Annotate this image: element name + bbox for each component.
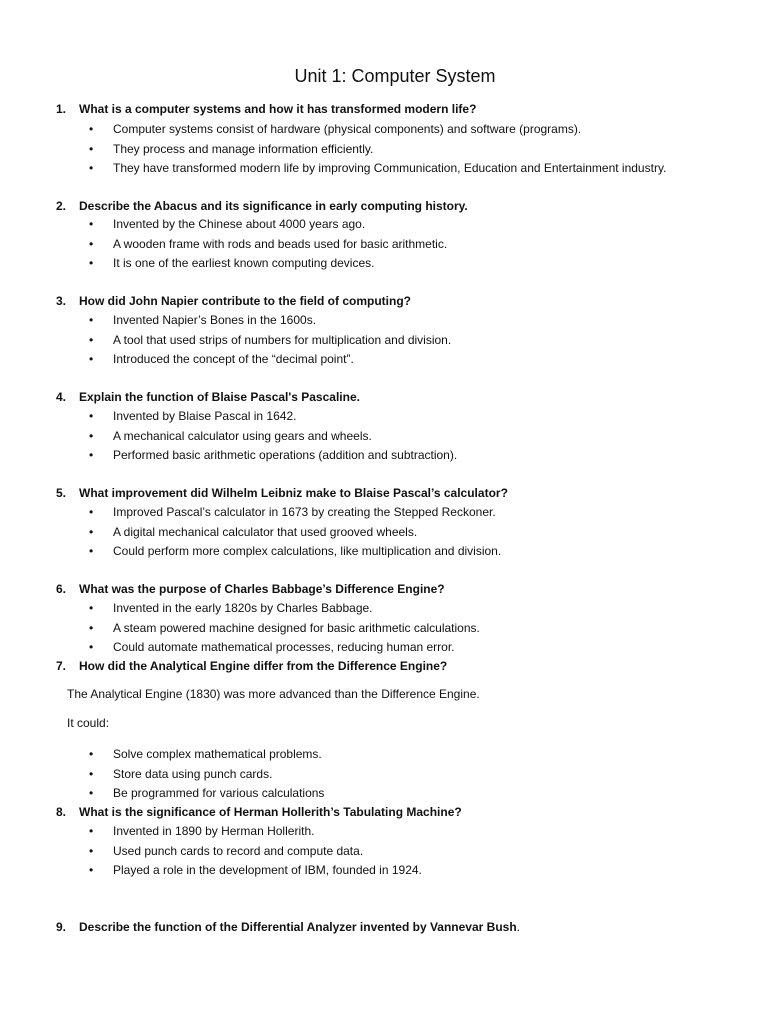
- list-item: [89, 235, 447, 255]
- bullet-icon: •: [89, 236, 94, 251]
- question-1: [56, 102, 476, 116]
- list-item: [89, 350, 451, 370]
- list-item: [89, 311, 451, 331]
- bullet-icon: •: [89, 448, 94, 463]
- list-item-text: A wooden frame with rods and beads used for basic arithmetic.: [113, 236, 448, 251]
- answer-paragraph: The Analytical Engine (1830) was more advanced than the Difference Engine.: [67, 687, 480, 701]
- bullet-icon: •: [89, 141, 94, 156]
- question-4: [56, 390, 360, 404]
- bullet-icon: •: [89, 640, 94, 655]
- list-item: [89, 254, 447, 274]
- question-text: What is a computer systems and how it has transformed modern life?: [79, 102, 477, 116]
- bullet-icon: •: [89, 544, 94, 559]
- question-text: Explain the function of Blaise Pascal's Pascaline.: [79, 390, 360, 404]
- list-item-text: Performed basic arithmetic operations (addition and subtraction).: [113, 448, 458, 463]
- bullet-icon: •: [89, 766, 94, 781]
- question-3: [56, 294, 411, 308]
- list-item-text: Could automate mathematical processes, reducing human error.: [113, 640, 455, 655]
- bullet-icon: •: [89, 352, 94, 367]
- list-item: [89, 861, 422, 881]
- list-item-text: Invented in the early 1820s by Charles Babbage.: [113, 601, 373, 615]
- list-item-text: A steam powered machine designed for basic arithmetic calculations.: [113, 620, 480, 635]
- list-item-text: Computer systems consist of hardware (physical components) and software (programs).: [113, 122, 582, 136]
- list-item: [89, 215, 447, 235]
- list-item-text: Introduced the concept of the “decimal point”.: [113, 352, 354, 367]
- bullet-icon: •: [89, 786, 94, 801]
- answer-list-4: [89, 407, 457, 466]
- list-item: [89, 140, 666, 160]
- list-item-text: Improved Pascal’s calculator in 1673 by creating the Stepped Reckoner.: [113, 505, 496, 519]
- question-number: 9.: [56, 920, 67, 934]
- question-9: [56, 920, 520, 934]
- question-number: 2.: [56, 199, 67, 213]
- list-item-text: They have transformed modern life by improving Communication, Education and Entertainment industry.: [113, 161, 667, 176]
- bullet-icon: •: [89, 409, 94, 423]
- list-item-text: Invented by the Chinese about 4000 years ago.: [113, 217, 366, 231]
- list-item: [89, 765, 324, 785]
- bullet-icon: •: [89, 122, 94, 136]
- question-text: What is the significance of Herman Hollerith’s Tabulating Machine?: [79, 805, 462, 819]
- list-item: [89, 120, 666, 140]
- question-number: 7.: [56, 659, 67, 673]
- question-7: [56, 659, 447, 673]
- list-item: [89, 331, 451, 351]
- question-text: Describe the function of the Differential Analyzer invented by Vannevar Bush: [79, 920, 517, 934]
- bullet-icon: •: [89, 747, 94, 761]
- answer-paragraph: It could:: [67, 716, 110, 730]
- list-item-text: Could perform more complex calculations, like multiplication and division.: [113, 544, 502, 559]
- question-text: How did the Analytical Engine differ from the Difference Engine?: [79, 659, 448, 673]
- bullet-icon: •: [89, 217, 94, 231]
- list-item: [89, 446, 457, 466]
- bullet-icon: •: [89, 601, 94, 615]
- list-item-text: A tool that used strips of numbers for multiplication and division.: [113, 332, 452, 347]
- list-item: [89, 503, 501, 523]
- question-trailing-period: .: [516, 920, 520, 934]
- bullet-icon: •: [89, 824, 94, 838]
- list-item: [89, 638, 480, 658]
- list-item: [89, 842, 422, 862]
- list-item: [89, 523, 501, 543]
- list-item-text: Used punch cards to record and compute data.: [113, 843, 364, 858]
- bullet-icon: •: [89, 505, 94, 519]
- bullet-icon: •: [89, 843, 94, 858]
- bullet-icon: •: [89, 256, 94, 271]
- list-item: [89, 542, 501, 562]
- list-item: [89, 599, 480, 619]
- list-item: [89, 159, 666, 179]
- question-text: Describe the Abacus and its significance in early computing history.: [79, 199, 468, 213]
- list-item: [89, 407, 457, 427]
- answer-list-3: [89, 311, 451, 370]
- bullet-icon: •: [89, 332, 94, 347]
- page-title: Unit 1: Computer System: [294, 66, 496, 86]
- question-text: What improvement did Wilhelm Leibniz make to Blaise Pascal’s calculator?: [79, 486, 508, 500]
- question-number: 4.: [56, 390, 67, 404]
- question-number: 3.: [56, 294, 67, 308]
- question-text: How did John Napier contribute to the field of computing?: [79, 294, 411, 308]
- answer-list-6: [89, 599, 480, 658]
- list-item-text: A digital mechanical calculator that used grooved wheels.: [113, 524, 418, 539]
- question-2: [56, 199, 468, 213]
- question-8: [56, 805, 462, 819]
- question-number: 6.: [56, 582, 67, 596]
- question-6: [56, 582, 445, 596]
- question-number: 5.: [56, 486, 67, 500]
- list-item-text: Played a role in the development of IBM, founded in 1924.: [113, 863, 422, 878]
- list-item: [89, 822, 422, 842]
- bullet-icon: •: [89, 313, 94, 327]
- list-item-text: They process and manage information efficiently.: [113, 141, 374, 156]
- list-item: [89, 745, 324, 765]
- list-item-text: Invented in 1890 by Herman Hollerith.: [113, 824, 315, 838]
- question-5: [56, 486, 508, 500]
- list-item-text: Invented Napier’s Bones in the 1600s.: [113, 313, 317, 327]
- answer-list-5: [89, 503, 501, 562]
- question-number: 1.: [56, 102, 67, 116]
- answer-list-8: [89, 822, 422, 881]
- answer-list-1: [89, 120, 666, 179]
- list-item: [89, 427, 457, 447]
- list-item-text: Invented by Blaise Pascal in 1642.: [113, 409, 297, 423]
- list-item: [89, 784, 324, 804]
- question-text: What was the purpose of Charles Babbage’s Difference Engine?: [79, 582, 445, 596]
- list-item-text: Store data using punch cards.: [113, 766, 273, 781]
- list-item-text: Solve complex mathematical problems.: [113, 747, 322, 761]
- bullet-icon: •: [89, 161, 94, 176]
- question-number: 8.: [56, 805, 67, 819]
- bullet-icon: •: [89, 428, 94, 443]
- list-item-text: It is one of the earliest known computing devices.: [113, 256, 375, 271]
- bullet-icon: •: [89, 863, 94, 878]
- answer-list-2: [89, 215, 447, 274]
- answer-list-7: [89, 745, 324, 804]
- bullet-icon: •: [89, 620, 94, 635]
- list-item: [89, 619, 480, 639]
- list-item-text: A mechanical calculator using gears and wheels.: [113, 428, 372, 443]
- list-item-text: Be programmed for various calculations: [113, 786, 325, 801]
- bullet-icon: •: [89, 524, 94, 539]
